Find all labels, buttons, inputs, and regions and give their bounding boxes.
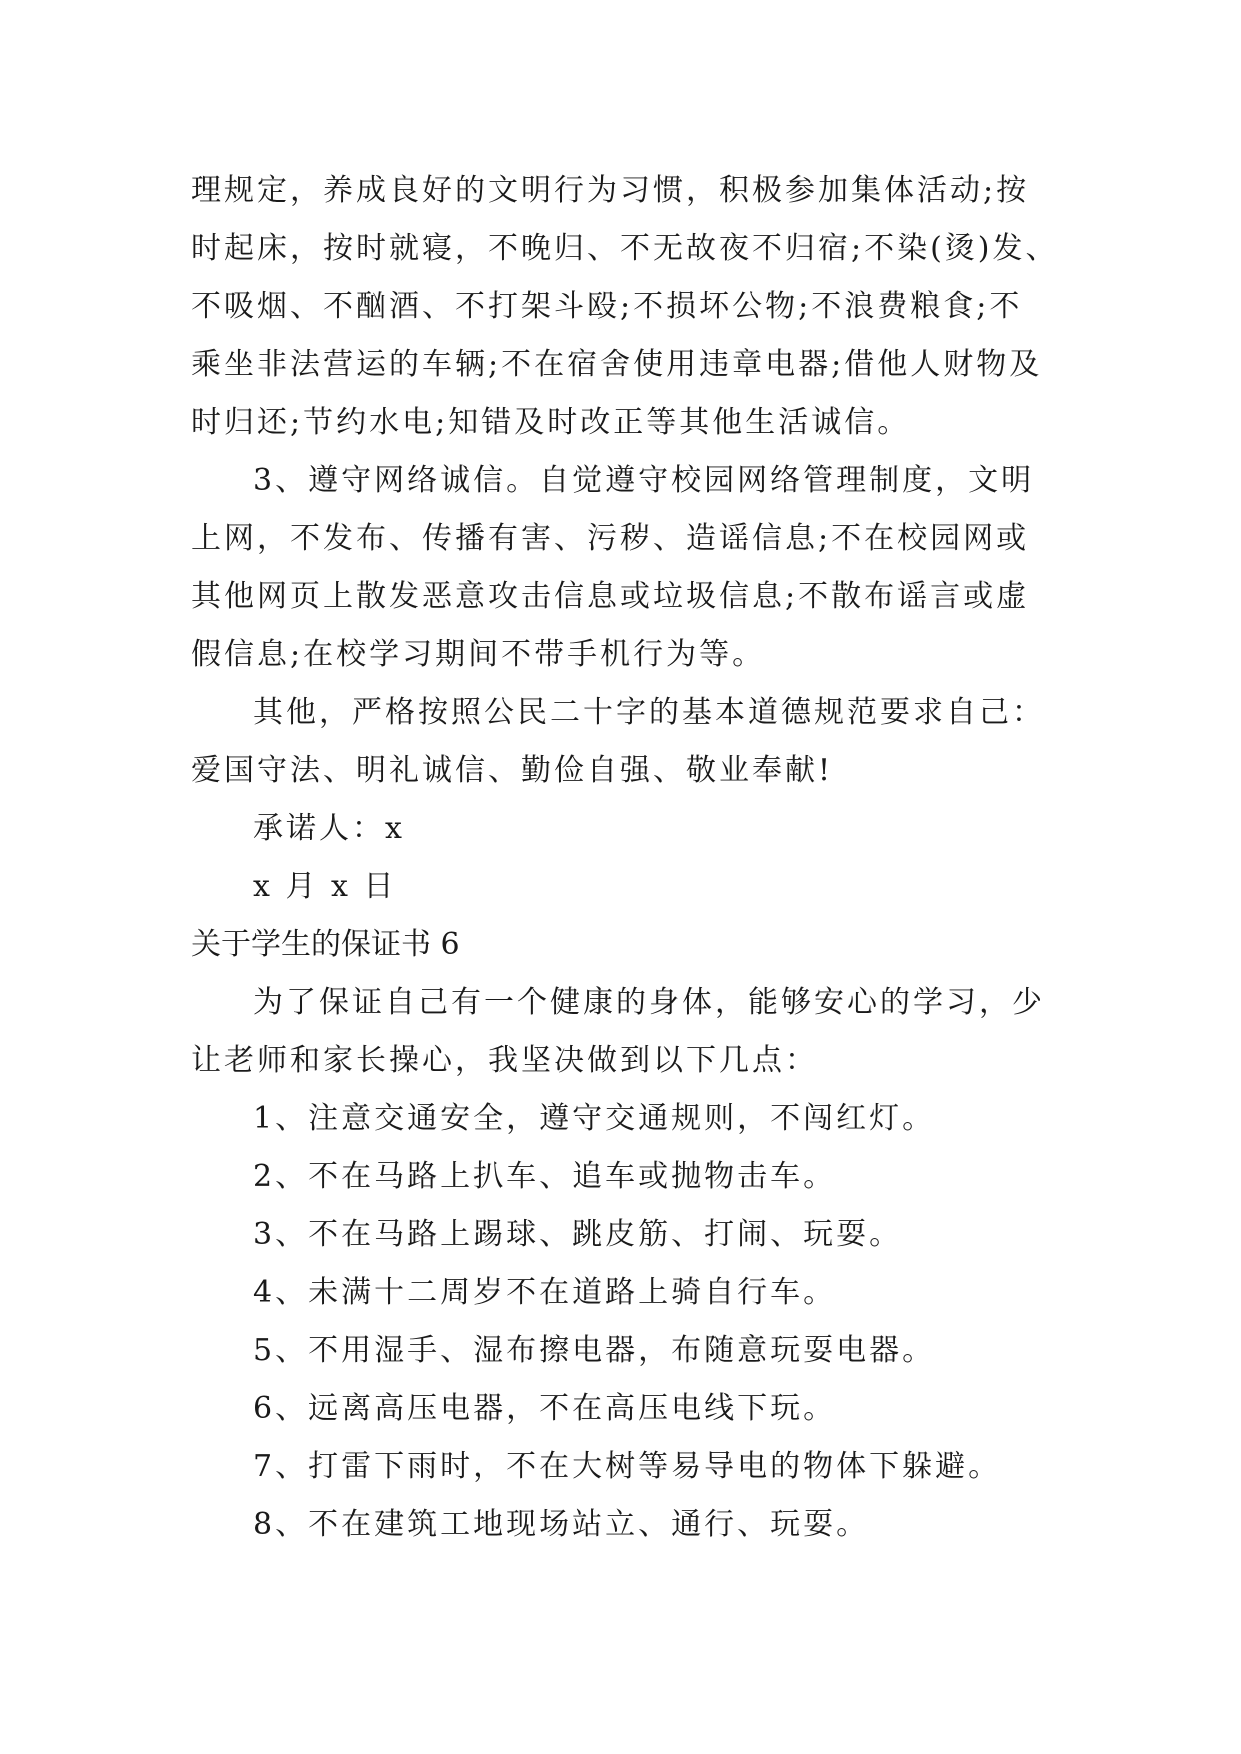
paragraph-line: 为了保证自己有一个健康的身体，能够安心的学习，少 [253,985,1045,1020]
list-item: 1、注意交通安全，遵守交通规则，不闯红灯。 [253,1101,936,1136]
list-item: 6、远离高压电器，不在高压电线下玩。 [253,1391,837,1426]
paragraph-line: 爱国守法、明礼诚信、勤俭自强、敬业奉献! [191,753,834,788]
signatory-line: 承诺人：x [253,811,405,846]
paragraph-line: 假信息;在校学习期间不带手机行为等。 [191,637,766,672]
list-item: 3、不在马路上踢球、跳皮筋、打闹、玩耍。 [253,1217,903,1252]
list-item: 4、未满十二周岁不在道路上骑自行车。 [253,1275,837,1310]
list-item: 5、不用湿手、湿布擦电器，布随意玩耍电器。 [253,1333,936,1368]
list-item: 8、不在建筑工地现场站立、通行、玩耍。 [253,1507,870,1542]
date-line: x 月 x 日 [253,869,397,904]
section-heading: 关于学生的保证书 6 [191,927,460,962]
list-item: 2、不在马路上扒车、追车或抛物击车。 [253,1159,837,1194]
paragraph-line: 其他网页上散发恶意攻击信息或垃圾信息;不散布谣言或虚 [191,579,1030,614]
paragraph-line: 时归还;节约水电;知错及时改正等其他生活诚信。 [191,405,911,440]
paragraph-line: 上网，不发布、传播有害、污秽、造谣信息;不在校园网或 [191,521,1030,556]
paragraph-line: 理规定，养成良好的文明行为习惯，积极参加集体活动;按 [191,173,1030,208]
paragraph-line: 让老师和家长操心，我坚决做到以下几点： [191,1043,818,1078]
paragraph-line: 其他，严格按照公民二十字的基本道德规范要求自己： [253,695,1045,730]
paragraph-line: 3、遵守网络诚信。自觉遵守校园网络管理制度，文明 [253,463,1035,498]
list-item: 7、打雷下雨时，不在大树等易导电的物体下躲避。 [253,1449,1002,1484]
paragraph-line: 乘坐非法营运的车辆;不在宿舍使用违章电器;借他人财物及 [191,347,1043,382]
document-body [191,162,1061,1554]
paragraph-line: 时起床，按时就寝，不晚归、不无故夜不归宿;不染(烫)发、 [191,231,1059,266]
paragraph-line: 不吸烟、不酗酒、不打架斗殴;不损坏公物;不浪费粮食;不 [191,289,1023,324]
